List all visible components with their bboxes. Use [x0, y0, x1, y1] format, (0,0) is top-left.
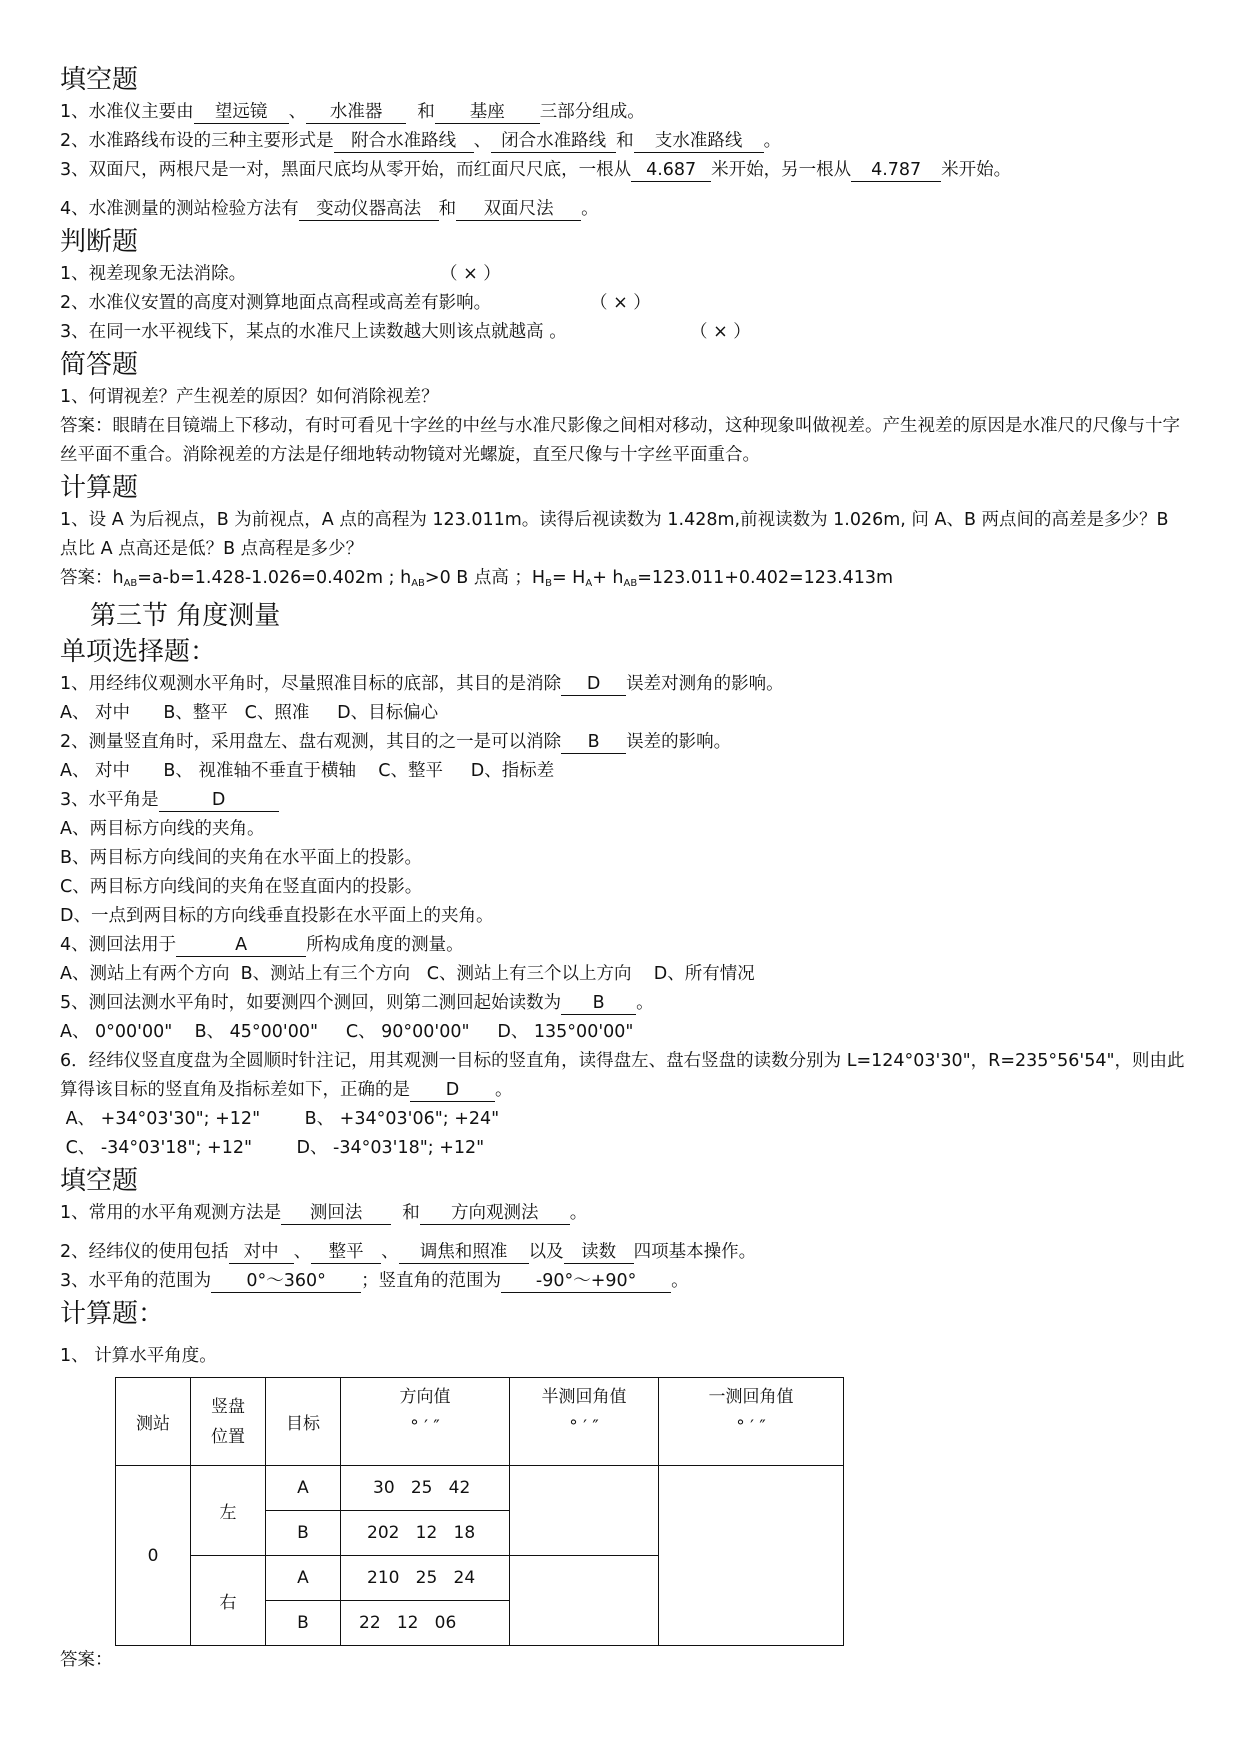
header-station: 测站 — [116, 1378, 191, 1466]
blank: 双面尺法 — [456, 198, 581, 221]
position-left: 左 — [191, 1466, 266, 1556]
blank: 测回法 — [281, 1202, 391, 1225]
table-question: 1、 计算水平角度。 — [60, 1346, 217, 1366]
blank: 闭合水准路线 — [491, 130, 616, 153]
blank: 基座 — [435, 101, 540, 124]
header-position: 竖盘 位置 — [191, 1378, 266, 1466]
choice-question-3: 3、水平角是 D — [60, 786, 1190, 815]
question-2: 2、水准路线布设的三种主要形式是 附合水准路线 、 闭合水准路线 和 支水准路线 。 — [60, 131, 782, 151]
choice-option-a: A、两目标方向线的夹角。 — [60, 819, 265, 839]
section-title-short-answer: 简答题 — [60, 350, 139, 380]
blank: A — [176, 934, 306, 957]
direction-value: 210 25 24 — [341, 1556, 510, 1601]
blank: 对中 — [229, 1241, 294, 1264]
blank: D — [410, 1079, 495, 1102]
blank: 望远镜 — [194, 101, 289, 124]
choice-question-5: 5、测回法测水平角时，如要测四个测回，则第二测回起始读数为 B 。 — [60, 993, 654, 1013]
blank: -90°～+90° — [501, 1270, 671, 1293]
target-cell: B — [266, 1601, 341, 1646]
blank: 读数 — [564, 1241, 634, 1264]
half-round-cell — [510, 1556, 659, 1646]
direction-value: 30 25 42 — [341, 1466, 510, 1511]
blank: 4.787 — [851, 159, 941, 182]
table-answer-label: 答案： — [60, 1650, 113, 1670]
one-round-cell — [659, 1466, 844, 1646]
question-3: 3、双面尺，两根尺是一对，黑面尺底均从零开始，而红面尺尺底，一根从 4.687 米开始，另一根从 4.787 米开始。 — [60, 160, 1012, 180]
calc-answer: 答案：$h_{AB}=a-b=1.428-1.026=0.402m$ ; $h_{AB}>0$ B 点高 ；$H_B= H_A+ h_{AB}=123.011+0.402=123.413m$ — [60, 568, 894, 589]
position-right: 右 — [191, 1556, 266, 1646]
section-title-calculation-2: 计算题： — [60, 1299, 165, 1329]
section-title-single-choice: 单项选择题： — [60, 637, 217, 667]
blank: 调焦和照准 — [399, 1241, 529, 1264]
fill-question-2: 2、经纬仪的使用包括 对中 、 整平 、 调焦和照准 以及 读数 四项基本操作。 — [60, 1242, 757, 1262]
blank: 变动仪器高法 — [299, 198, 439, 221]
header-half-round: 半测回角值 ° ′ ″ — [510, 1378, 659, 1466]
choice-question-2: 2、测量竖直角时，采用盘左、盘右观测，其目的之一是可以消除 B 误差的影响。 — [60, 732, 732, 752]
section-title-calculation: 计算题 — [60, 473, 139, 503]
fill-question-3: 3、水平角的范围为 0°～360° ；竖直角的范围为 -90°～+90° 。 — [60, 1271, 689, 1291]
half-round-cell — [510, 1466, 659, 1556]
tf-answer: （ × ） — [590, 293, 651, 313]
blank: B — [561, 992, 636, 1015]
blank: D — [159, 789, 279, 812]
section-title-fill-blank-2: 填空题 — [60, 1166, 139, 1196]
blank: 0°～360° — [211, 1270, 361, 1293]
direction-value: 202 12 18 — [341, 1511, 510, 1556]
direction-value: 22 12 06 — [341, 1601, 510, 1646]
header-one-round: 一测回角值 ° ′ ″ — [659, 1378, 844, 1466]
choice-option-d: D、一点到两目标的方向线垂直投影在水平面上的夹角。 — [60, 906, 494, 926]
header-target: 目标 — [266, 1378, 341, 1466]
choice-question-6: 6．经纬仪竖直度盘为全圆顺时针注记，用其观测一目标的竖直角，读得盘左、盘右竖盘的读数分别为 L=124°03'30"，R=235°56'54"，则由此算得该目标的竖直角及指标差如下，正确的是 D 。 — [60, 1051, 1185, 1100]
blank: D — [561, 673, 626, 696]
question-1: 1、水准仪主要由 望远镜 、 水准器 和 基座 三部分组成。 — [60, 102, 645, 122]
target-cell: A — [266, 1466, 341, 1511]
choice-options-5: A、 0°00'00" B、 45°00'00" C、 90°00'00" D、 135°00'00" — [60, 1022, 634, 1042]
station-cell: 0 — [116, 1466, 191, 1646]
blank: 4.687 — [631, 159, 711, 182]
choice-options-6b: C、 -34°03'18"; +12" D、 -34°03'18"; +12" — [60, 1138, 485, 1158]
choice-options-1: A、 对中 B、整平 C、照准 D、目标偏心 — [60, 703, 439, 723]
target-cell: A — [266, 1556, 341, 1601]
blank: 整平 — [311, 1241, 381, 1264]
calc-question: 1、设 A 为后视点，B 为前视点，A 点的高程为 123.011m。读得后视读数为 1.428m,前视读数为 1.026m, 问 A、B 两点间的高差是多少？B 点比 A 点高还是低？B 点高程是多少？ — [60, 510, 1169, 559]
choice-options-6a: A、 +34°03'30"; +12" B、 +34°03'06"; +24" — [60, 1109, 500, 1129]
short-answer: 答案：眼睛在目镜端上下移动，有时可看见十字丝的中丝与水准尺影像之间相对移动，这种现象叫做视差。产生视差的原因是水准尺的尺像与十字丝平面不重合。消除视差的方法是仔细地转动物镜对光螺旋，直至尺像与十字丝平面重合。 — [60, 416, 1180, 465]
choice-option-c: C、两目标方向线间的夹角在竖直面内的投影。 — [60, 877, 423, 897]
tf-question-2: 2、水准仪安置的高度对测算地面点高程或高差有影响。 （ × ） — [60, 293, 651, 313]
blank: 水准器 — [306, 101, 406, 124]
section-title-fill-blank: 填空题 — [60, 65, 139, 95]
document-page — [60, 62, 1190, 1675]
question-4: 4、水准测量的测站检验方法有 变动仪器高法 和 双面尺法 。 — [60, 199, 599, 219]
tf-question-3: 3、在同一水平视线下，某点的水准尺上读数越大则该点就越高 。 （ × ） — [60, 322, 751, 342]
section-title-true-false: 判断题 — [60, 227, 139, 257]
tf-answer: （ × ） — [440, 264, 501, 284]
tf-question-1: 1、视差现象无法消除。 （ × ） — [60, 264, 501, 284]
section-heading: 第三节 角度测量 — [90, 601, 281, 631]
tf-answer: （ × ） — [690, 322, 751, 342]
choice-question-1: 1、用经纬仪观测水平角时，尽量照准目标的底部，其目的是消除 D 误差对测角的影响。 — [60, 674, 784, 694]
angle-table — [115, 1377, 844, 1646]
choice-question-4: 4、测回法用于 A 所构成角度的测量。 — [60, 935, 464, 955]
choice-options-4: A、测站上有两个方向 B、测站上有三个方向 C、测站上有三个以上方向 D、所有情况 — [60, 964, 755, 984]
short-question: 1、何谓视差？产生视差的原因？如何消除视差？ — [60, 387, 439, 407]
header-direction: 方向值 ° ′ ″ — [341, 1378, 510, 1466]
blank: 附合水准路线 — [334, 130, 474, 153]
choice-option-b: B、两目标方向线间的夹角在水平面上的投影。 — [60, 848, 423, 868]
blank: B — [561, 731, 626, 754]
target-cell: B — [266, 1511, 341, 1556]
choice-options-2: A、 对中 B、 视准轴不垂直于横轴 C、整平 D、指标差 — [60, 761, 555, 781]
blank: 方向观测法 — [420, 1202, 570, 1225]
blank: 支水准路线 — [634, 130, 764, 153]
fill-question-1: 1、常用的水平角观测方法是 测回法 和 方向观测法 。 — [60, 1203, 588, 1223]
